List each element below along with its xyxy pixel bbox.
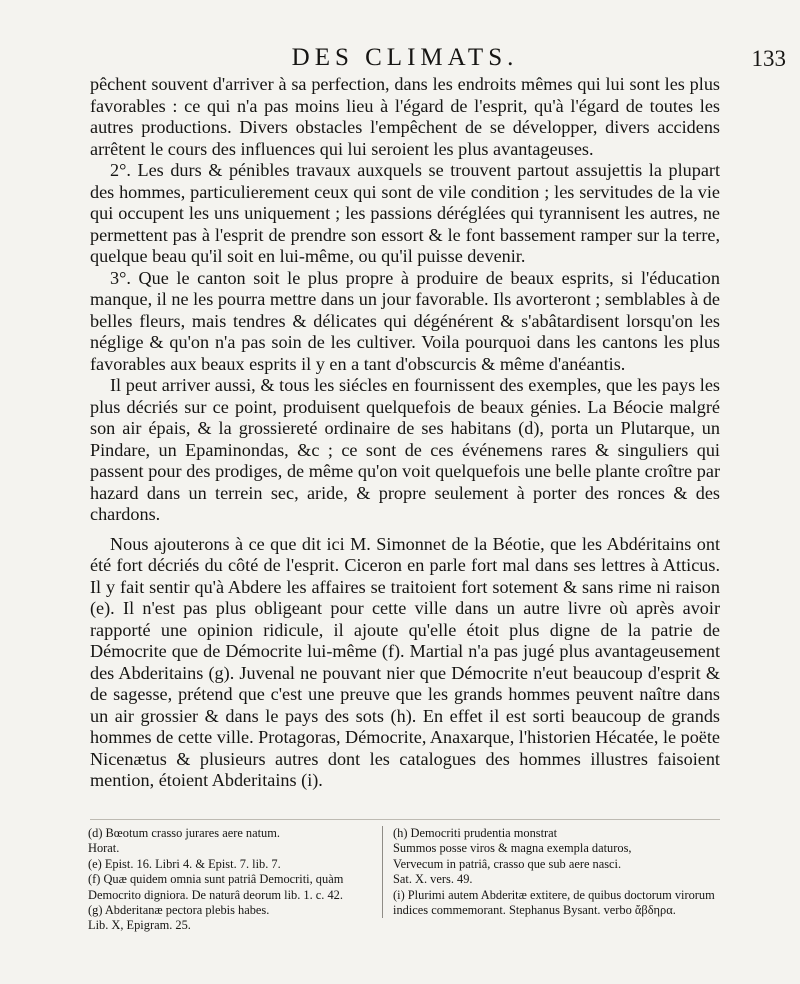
page-header [90,44,786,78]
page-number: 133 [751,46,786,71]
footnote-f: (f) Quæ quidem omnia sunt patriâ Democriti, quàm Democrito digniora. De naturâ deorum lib. 1. c. 42. [88,872,344,902]
footnote-h-line-2: Summos posse viros & magna exempla daturos, [393,841,632,856]
paragraph-beotia: Il peut arriver aussi, & tous les siécles en fournissent des exemples, que les pays les plus décriés sur ce point, produisent quelquefois de beaux génies. La Béocie malgré son air épais, & la grossiereté ordinaire de ses habitans (d), porta un Plutarque, un Pindare, un Epaminondas, &c ; ce sont de ces événemens rares & singuliers qui passent pour des prodiges, de même qu'on voit quelquefois une belle plante croître par hazard dans un terrein sec, aride, & propre seulement à porter des ronces & des chardons. [90,375,720,524]
footnote-h-line-3: Vervecum in patriâ, crasso que sub aere nasci. [393,856,622,871]
footnote-d: (d) Bœotum crasso jurares aere natum. [88,826,280,840]
footnote-h: (h) Democriti prudentia monstrat [393,826,558,840]
footnote-h-source: Sat. X. vers. 49. [393,872,473,887]
main-text [90,74,720,792]
running-title: DES CLIMATS. [291,44,519,71]
paragraph-point-2: 2°. Les durs & pénibles travaux auxquels se trouvent partout assujettis la plupart des hommes, particulierement ceux qui sont de vile condition ; les servitudes de la vie qui occupent les uns uniquement ; les passions déréglées qui tyrannisent les autres, ne permettent pas à l'esprit de prendre son essort & le font bassement ramper sur la terre, quelque beau qu'il soit en lui-même, ou qu'il puisse devenir. [90,160,720,266]
footnote-divider [90,819,720,820]
paragraph-continuation: pêchent souvent d'arriver à sa perfection, dans les endroits mêmes qui lui sont les plus favorables : ce qui n'a pas moins lieu à l'égard de l'esprit, qu'à l'égard de toutes les autres productions. Divers obstacles l'empêchent de se développer, divers accidens arrêtent le cours des influences qui lui seroient les plus avantageuses. [90,74,720,159]
footnote-g: (g) Abderitanæ pectora plebis habes. [88,903,270,918]
footnote-g-source: Lib. X, Epigram. 25. [88,918,191,933]
paragraph-abderitains: Nous ajouterons à ce que dit ici M. Simonnet de la Béotie, que les Abdéritains ont été fort décriés du côté de l'esprit. Ciceron en parle fort mal dans ses lettres à Atticus. Il y fait sentir qu'à Abdere les affaires se traitoient fort sotement & sans rime ni raison (e). Il n'est pas plus obligeant pour cette ville dans un autre livre où après avoir rapporté une opinion ridicule, il ajoute qu'elle étoit plus digne de la patrie de Démocrite que de Démocrite lui-même (f). Martial n'a pas jugé plus avantageusement des Abderitains (g). Juvenal ne pouvant nier que Démocrite n'eut beaucoup d'esprit & de sagesse, prétend que c'est une preuve que les grands hommes peuvent naître dans un air grossier & dans le pays des sots (h). En effet il est sorti beaucoup de grands hommes de cette ville. Protagoras, Démocrite, Anaxarque, l'historien Hécatée, le poëte Nicenætus & plusieurs autres dont les catalogues des hommes illustres faisoient mention, étoient Abderitains (i). [90,533,721,790]
paragraph-point-3: 3°. Que le canton soit le plus propre à produire de beaux esprits, si l'éducation manque, il ne les pourra mettre dans un jour favorable. Ils avorteront ; semblables à de belles fleurs, mais tendres & délicates qui dégénérent & s'abâtardisent lorsqu'on les néglige & qu'on n'a pas soin de les cultiver. Voila pourquoi dans les cantons les plus favorables aux beaux esprits il y en a tant d'obscurcis & même d'anéantis. [90,267,720,374]
footnote-d-source: Horat. [88,841,120,856]
footnotes-left-column [88,826,370,934]
footnote-i: (i) Plurimi autem Abderitæ extitere, de quibus doctorum virorum indices commemorant. Stephanus Bysant. verbo ἄβδηρα. [393,887,715,918]
footnote-e: (e) Epist. 16. Libri 4. & Epist. 7. lib. 7. [88,856,281,871]
footnotes-right-column [382,826,743,918]
